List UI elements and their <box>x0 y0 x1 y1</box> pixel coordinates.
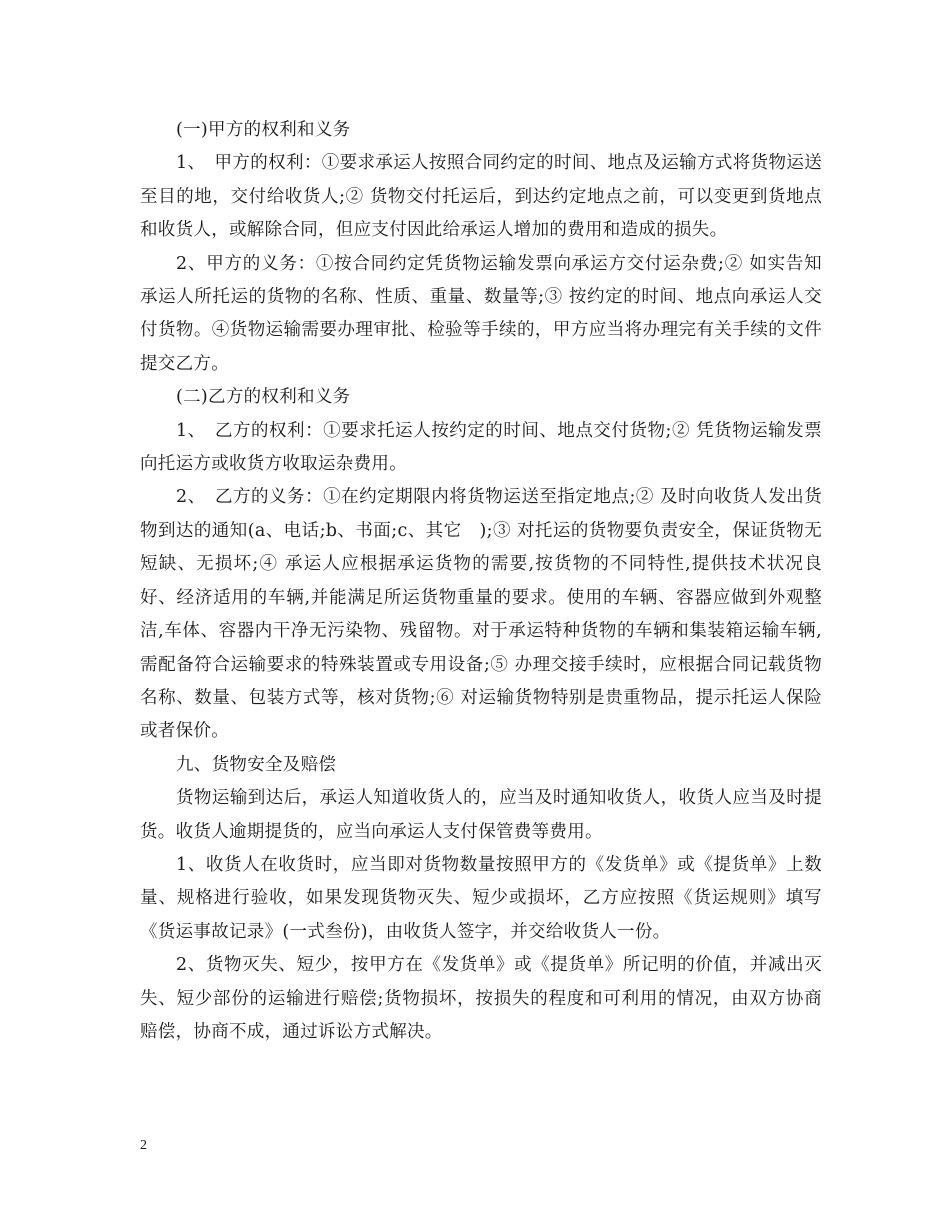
paragraph-cargo-inspection: 1、收货人在收货时，应当即对货物数量按照甲方的《发货单》或《提货单》上数量、规格进行验收，如果发现货物灭失、短少或损坏，乙方应按照《货运规则》填写《货运事故记录》(一式叁份)，由收货人签字，并交给收货人一份。 <box>140 854 822 942</box>
paragraph-party-b-obligations: 2、 乙方的义务：①在约定期限内将货物运送至指定地点;② 及时向收货人发出货物到达的通知(a、电话;b、书面;c、其它 );③ 对托运的货物要负责安全，保证货物无短缺、无损坏;④ 承运人应根据承运货物的需要,按货物的不同特性,提供技术状况良好、经济适用的车辆,并能满足所运货物重量的要求。使用的车辆、容器应做到外观整洁,车体、容器内干净无污染物、残留物。对于承运特种货物的车辆和集装箱运输车辆,需配备符合运输要求的特殊装置或专用设备;⑤ 办理交接手续时，应根据合同记载货物名称、数量、包装方式等，核对货物;⑥ 对运输货物特别是贵重物品，提示托运人保险或者保价。 <box>140 487 822 742</box>
paragraph-cargo-arrival: 货物运输到达后，承运人知道收货人的，应当及时通知收货人，收货人应当及时提货。收货人逾期提货的，应当向承运人支付保管费等费用。 <box>140 788 822 842</box>
section-heading-party-b: (二)乙方的权利和义务 <box>176 387 351 408</box>
paragraph-party-a-obligations: 2、甲方的义务：①按合同约定凭货物运输发票向承运方交付运杂费;② 如实告知承运人所托运的货物的名称、性质、重量、数量等;③ 按约定的时间、地点向承运人交付货物。④货物运输需要办理审批、检验等手续的，甲方应当将办理完有关手续的文件提交乙方。 <box>140 253 822 374</box>
document-body <box>140 114 822 1049</box>
paragraph-cargo-compensation: 2、货物灭失、短少，按甲方在《发货单》或《提货单》所记明的价值，并减出灭失、短少部份的运输进行赔偿;货物损坏，按损失的程度和可利用的情况，由双方协商赔偿，协商不成，通过诉讼方式解决。 <box>140 955 822 1042</box>
paragraph-party-a-rights: 1、 甲方的权利：①要求承运人按照合同约定的时间、地点及运输方式将货物运送至目的地，交付给收货人;② 货物交付托运后，到达约定地点之前，可以变更到货地点和收货人，或解除合同，但应支付因此给承运人增加的费用和造成的损失。 <box>140 153 822 241</box>
paragraph-party-b-rights: 1、 乙方的权利：①要求托运人按约定的时间、地点交付货物;② 凭货物运输发票向托运方或收货方收取运杂费用。 <box>140 420 822 475</box>
section-heading-party-a: (一)甲方的权利和义务 <box>176 120 351 140</box>
page-number: 2 <box>140 1138 147 1153</box>
section-heading-cargo-safety: 九、货物安全及赔偿 <box>176 754 337 775</box>
